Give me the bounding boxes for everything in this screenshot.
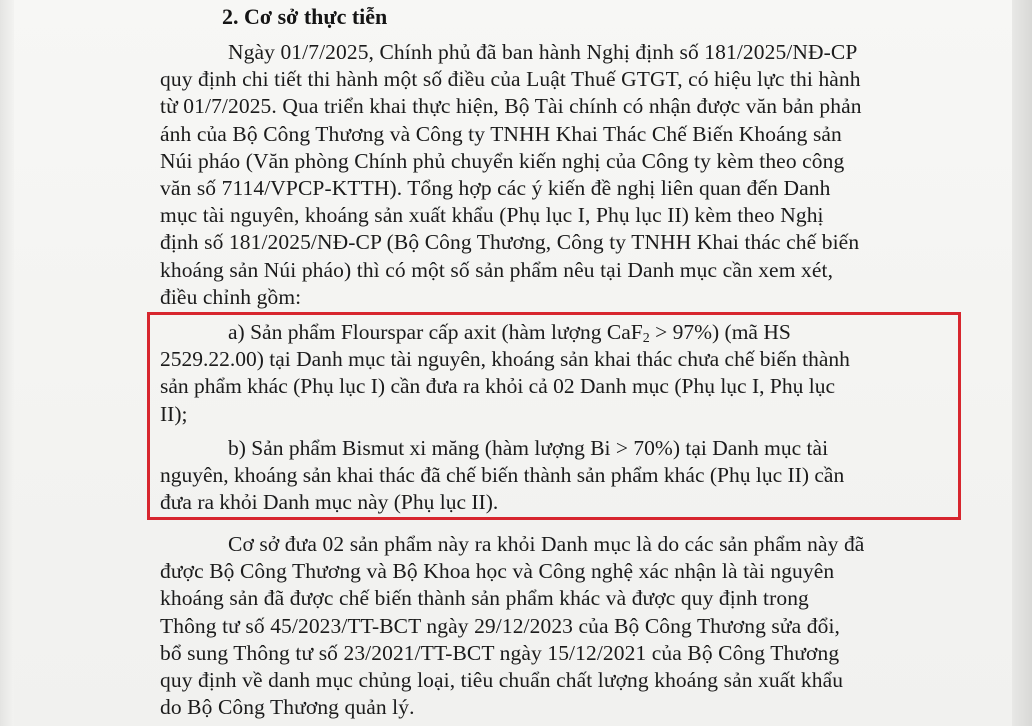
paragraph-context [160,39,862,311]
list-item-b [160,435,844,517]
page-left-edge [0,0,14,726]
section-heading: 2. Cơ sở thực tiễn [222,4,388,29]
paragraph-line: Ngày 01/7/2025, Chính phủ đã ban hành Nghị định số 181/2025/NĐ-CP [228,40,858,64]
paragraph-rationale [160,531,864,721]
list-item-line: sản phẩm khác (Phụ lục I) cần đưa ra khỏi cả 02 Danh mục (Phụ lục I, Phụ lục [160,374,835,399]
list-item-line: b) Sản phẩm Bismut xi măng (hàm lượng Bi > 70%) tại Danh mục tài [228,436,829,460]
paragraph-line: bổ sung Thông tư số 23/2021/TT-BCT ngày 15/12/2021 của Bộ Công Thương [160,640,840,665]
paragraph-line: mục tài nguyên, khoáng sản xuất khẩu (Phụ lục I, Phụ lục II) kèm theo Nghị [160,203,824,228]
paragraph-line: Thông tư số 45/2023/TT-BCT ngày 29/12/2023 của Bộ Công Thương sửa đổi, [160,613,841,638]
paragraph-line: từ 01/7/2025. Qua triển khai thực hiện, Bộ Tài chính có nhận được văn bản phản [160,94,862,119]
list-item-line: 2529.22.00) tại Danh mục tài nguyên, khoáng sản khai thác chưa chế biến thành [160,347,850,372]
paragraph-line: văn số 7114/VPCP-KTTH). Tổng hợp các ý kiến đề nghị liên quan đến Danh [160,175,831,200]
paragraph-line: khoáng sản Núi pháo) thì có một số sản phẩm nêu tại Danh mục cần xem xét, [160,257,834,282]
paragraph-line: quy định chi tiết thi hành một số điều của Luật Thuế GTGT, có hiệu lực thi hành [160,67,861,92]
paragraph-line: điều chỉnh gồm: [160,284,302,309]
list-item-line: II); [160,401,188,426]
chemical-subscript: 2 [642,331,650,346]
paragraph-line: Cơ sở đưa 02 sản phẩm này ra khỏi Danh mục là do các sản phẩm này đã [228,532,865,556]
paragraph-line: được Bộ Công Thương và Bộ Khoa học và Công nghệ xác nhận là tài nguyên [160,559,835,584]
list-item-a [160,319,850,428]
paragraph-line: Núi pháo (Văn phòng Chính phủ chuyển kiến nghị của Công ty kèm theo công [160,148,845,173]
paragraph-line: ánh của Bộ Công Thương và Công ty TNHH Khai Thác Chế Biến Khoáng sản [160,121,842,146]
item-a-text-end: > 97%) (mã HS [649,320,791,344]
paragraph-line: định số 181/2025/NĐ-CP (Bộ Công Thương, Công ty TNHH Khai thác chế biến [160,230,860,255]
list-item-line [160,319,850,346]
list-item-line: nguyên, khoáng sản khai thác đã chế biến thành sản phẩm khác (Phụ lục II) cần [160,463,845,488]
paragraph-line: khoáng sản đã được chế biến thành sản phẩm khác và được quy định trong [160,586,809,611]
item-a-text-start: a) Sản phẩm Flourspar cấp axit (hàm lượng CaF [228,320,643,344]
paragraph-line: quy định về danh mục chủng loại, tiêu chuẩn chất lượng khoáng sản xuất khẩu [160,667,844,692]
paragraph-line: do Bộ Công Thương quản lý. [160,695,415,720]
list-item-line: đưa ra khỏi Danh mục này (Phụ lục II). [160,490,499,515]
page-right-edge [1012,0,1032,726]
